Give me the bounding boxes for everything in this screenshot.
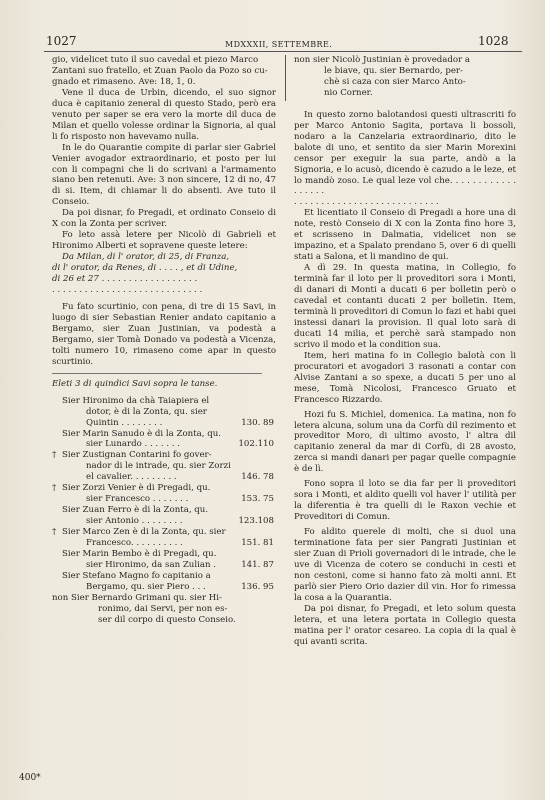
top-line: le biave, qu. sier Bernardo, per- bbox=[324, 65, 463, 76]
vote-count: 136. 95 bbox=[241, 581, 274, 592]
paragraph-fono: Fono sopra il loto se dia far per li proveditori sora i Monti, et aldito quelli vol haver l' utilità per la diferentia è tra quelli di le Raxon vechie et Proveditori di Comun. bbox=[294, 479, 516, 523]
intro-line: gnado et rimaseno. Ave: 18, 1, 0. bbox=[52, 76, 196, 87]
vote-count: 102.110 bbox=[238, 439, 274, 450]
cross-mark: † bbox=[52, 483, 57, 494]
election-entry: † Sier Marco Zen è di la Zonta, qu. sier Francesco. . . . . . . . . . 151. 81 bbox=[52, 527, 274, 549]
column-separator bbox=[285, 55, 286, 101]
cross-mark: † bbox=[52, 527, 57, 538]
cross-mark: † bbox=[52, 450, 57, 461]
vote-count: 130. 89 bbox=[241, 417, 274, 428]
italic-line: Da Milan, di l' orator, di 25, di Franza, bbox=[62, 252, 230, 263]
vote-count: 141. 87 bbox=[241, 559, 274, 570]
page-number-right: 1028 bbox=[478, 34, 509, 48]
paragraph-final: Da poi disnar, fo Pregadi, et leto solum questa letera, et una letera portata in Collegio questa matina per l' orator cesareo. La copia di la qual è qui avanti scrita. bbox=[294, 603, 516, 647]
right-column bbox=[294, 55, 516, 648]
paragraph-letere: Fo leto assà letere per Nicolò di Gabrieli et Hironimo Alberti et sopravene queste letere: bbox=[52, 230, 276, 252]
section-rule bbox=[52, 373, 262, 374]
election-entry: non Sier Bernardo Grimani qu. sier Hi- ronimo, dai Servi, per non es- ser dil corpo di questo Conseio. bbox=[52, 592, 236, 625]
paragraph-quarantie: In le do Quarantie compite di parlar sier Gabriel Venier avogador extraordinario, et posto per lui con li compagni che li do scrivani a l'armamento siano ben retenuti. Ave: 3 non sincere, 12 di no, 47 di si. Item, di chiamar li do absenti. Ave tuto il Conseio. bbox=[52, 142, 276, 208]
paragraph-29: A dì 29. In questa matina, in Collegio, fo terminà far il loto per li proveditori sora i Monti, di danari di Monti a ducati 6 per bolletin però o cavedal et contanti ducati 2 per bolletin. Item, terminà li proveditori di Comun lo fazi et habi quei instessi danari la provision. Il qual loto sarà di ducati 14 milia, et perchè sarà stampado non scrivo il modo et la condition sua. bbox=[294, 263, 516, 350]
election-entry: Sier Zuan Ferro è di la Zonta, qu. sier Antonio . . . . . . . . 123.108 bbox=[62, 505, 274, 527]
election-entry: Sier Marin Bembo è di Pregadi, qu. sier Hironimo, da san Zulian . 141. 87 bbox=[62, 548, 274, 570]
election-entry: Sier Stefano Magno fo capitanio a Bergamo, qu. sier Piero . . . 136. 95 bbox=[62, 570, 274, 592]
italic-line: di l' orator, da Renes, di . . . . , et di Udine, bbox=[52, 263, 238, 274]
paragraph-zorno: In questo zorno balotandosi questi ultrascriti fo per Marco Antonio Sagita, portava li bossoli, nodaro a la Canzelaria extraordinario, dito le balote di uno, et sentito da sier Marin Morexini censor per exeguir la sua parte, andò a la Signoria, e lo acusò, dicendo è cazudo a le leze, et lo mandò zoso. Le qual leze vol che. . . . . . . . . . . . . . . . . . bbox=[294, 109, 516, 197]
election-entry: Sier Hironimo da chà Taiapiera el dotor, è di la Zonta, qu. sier Quintin . . . . . . . . 130. 89 bbox=[62, 395, 274, 428]
header-rule bbox=[44, 51, 522, 52]
vote-count: 146. 78 bbox=[241, 472, 274, 483]
paragraph-hozi: Hozi fu S. Michiel, domenica. La matina, non fo letera alcuna, solum una da Corfù dil rezimento et proveditor Moro, di ultimo avosto, l' altra dil capitanio zeneral da mar di Corfù, di 28 avosto, zerca si mandi danari per pagar quelle compagnie è de lì. bbox=[294, 409, 516, 475]
top-line: non sier Nicolò Justinian è provedador a bbox=[294, 55, 471, 65]
paragraph-aldito: Fo aldito querele di molti, che si duol una terminatione fata per sier Pangrati Justinian et sier Zuan di Prioli governadori di le intrade, che le uve di Vicenza de cotero se conduchi in cesti et non cestoni, come si hanno fato zà molti anni. Et parlò sier Piero Orio dazier dil vin. Hor fo rimessa la cosa a la Quarantia. bbox=[294, 527, 516, 603]
top-line: nio Corner. bbox=[324, 87, 373, 98]
running-header: MDXXXII, SETTEMBRE. bbox=[225, 40, 333, 49]
dots-line: . . . . . . . . . . . . . . . . . . . . . . . . . . . . bbox=[52, 285, 203, 296]
vote-count: 153. 75 bbox=[241, 494, 274, 505]
page-number-left: 1027 bbox=[46, 34, 77, 48]
dots-line: . . . . . . . . . . . . . . . . . . . . . . . . . . . bbox=[294, 197, 439, 208]
vote-count: 123.108 bbox=[238, 516, 274, 527]
election-entry: † Sier Zorzi Venier è di Pregadi, qu. sier Francesco . . . . . . . 153. 75 bbox=[52, 483, 274, 505]
left-column bbox=[52, 55, 276, 626]
paragraph-licentiato: Et licentiato il Conseio di Pregadi a hore una di note, restò Conseio di X con la Zonta fino hore 3, et scrisseno in Dalmatia, videlicet non se impazino, et a Spalato prendano 5, over 6 di quelli stati a Salona, et li mandino de qui. bbox=[294, 208, 516, 263]
vote-count: 151. 81 bbox=[241, 538, 274, 549]
paragraph-urbin: Vene il duca de Urbin, dicendo, el suo signor duca è capitanio zeneral di questo Stado, però era venuto per saper se era vero la morte dil duca de Milan et quello volesse ordinar la Signoria, al qual li fo risposto non havevamo nulla. bbox=[52, 87, 276, 142]
paragraph-scurtinio: Fu fato scurtinio, con pena, di tre di 15 Savi, in luogo di sier Sebastian Renier andato capitanio a Bergamo, sier Zuan Justinian, va podestà a Bergamo, sier Tomà Donado va podestà a Vicenza, tolti numero 10, rimaseno come apar in questo scurtinio. bbox=[52, 301, 276, 367]
italic-line: di 26 et 27 . . . . . . . . . . . . . . . . . . bbox=[52, 274, 198, 285]
intro-line: Zantani suo fratello, et Zuan Paolo da Pozo so cu- bbox=[52, 65, 268, 76]
election-entry: Sier Marin Sanudo è di la Zonta, qu. sier Lunardo . . . . . . . 102.110 bbox=[62, 428, 274, 450]
elected-title: Eleti 3 di quindici Savi sopra le tanse. bbox=[52, 378, 218, 389]
election-entry: † Sier Zustignan Contarini fo gover- nador di le intrade, qu. sier Zorzi el cavalier. . . . . . . . . 146. 78 bbox=[52, 450, 274, 483]
paragraph-item: Item, heri matina fo in Collegio balotà con li procuratori et avogadori 3 rasonati a contar con Alvise Zantani a so spexe, a ducati 5 per uno al mese, Tomà Nicolosi, Francesco Gruato et Francesco Rizzardo. bbox=[294, 350, 516, 405]
top-line: chè si caza con sier Marco Anto- bbox=[324, 76, 466, 87]
intro-line: gio, videlicet tuto il suo cavedal et piezo Marco bbox=[52, 55, 259, 65]
margin-number: 400* bbox=[19, 773, 41, 783]
paragraph-disnar: Da poi disnar, fo Pregadi, et ordinato Conseio di X con la Zonta per scriver. bbox=[52, 208, 276, 230]
